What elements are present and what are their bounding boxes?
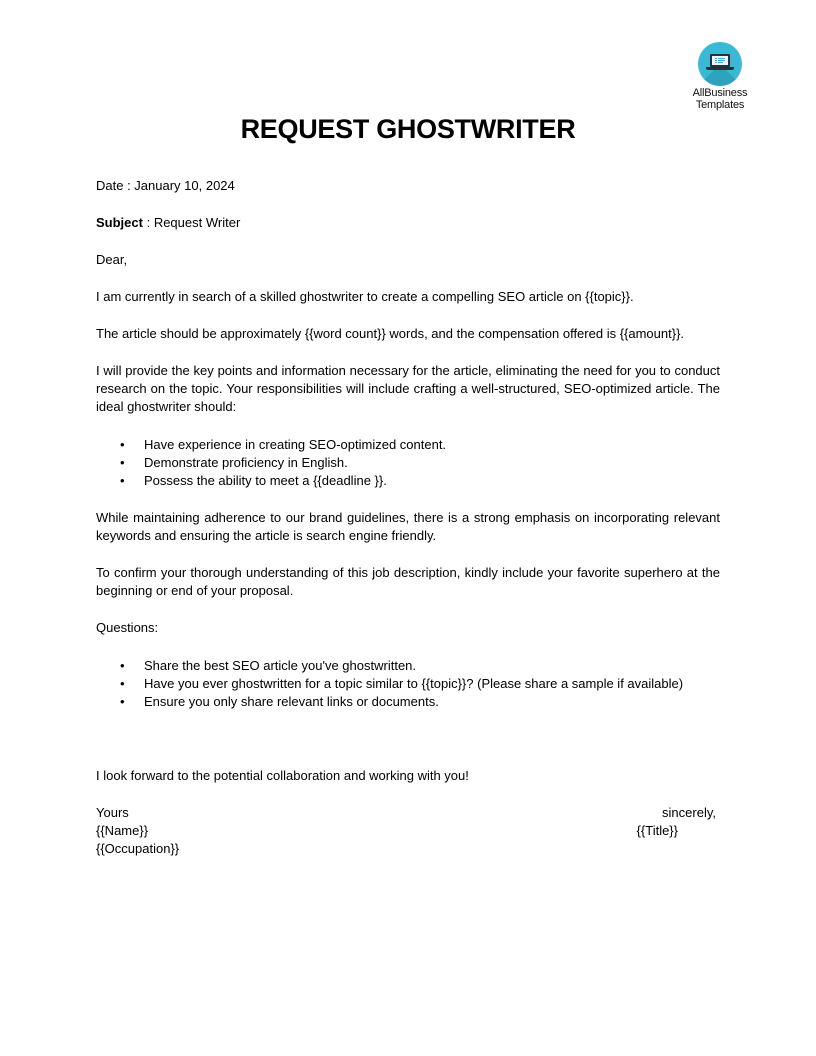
list-item [96,472,720,490]
list-item-text: Have you ever ghostwritten for a topic similar to {{topic}}? (Please share a sample if available) [144,676,684,691]
paragraph-responsibilities: I will provide the key points and information necessary for the article, eliminating the need for you to conduct research on the topic. Your responsibilities will include crafting a well-structured, SEO-optimized article. The ideal ghostwriter should: [96,363,720,414]
subject-separator: : [142,215,154,230]
allbusiness-templates-logo [684,42,756,111]
list-item-text: Ensure you only share relevant links or documents. [144,694,439,709]
signature-name: {{Name}} [96,823,149,838]
salutation: Dear, [96,252,128,267]
date-value: January 10, 2024 [134,178,235,193]
bullet-icon: • [120,473,125,488]
list-item [96,693,720,711]
paragraph-superhero: To confirm your thorough understanding of this job description, kindly include your favorite superhero at the beginning or end of your proposal. [96,565,720,598]
signature-sincerely: sincerely, [662,805,716,820]
bullet-icon: • [120,694,125,709]
signature-occupation: {{Occupation}} [96,841,180,856]
signature-closing-row [96,804,720,822]
document-title: REQUEST GHOSTWRITER [240,114,576,144]
date-label: Date : [96,178,135,193]
logo-text-line1: AllBusiness [692,87,748,99]
subject-label: Subject [96,215,143,230]
bullet-icon: • [120,676,125,691]
questions-list [96,657,720,711]
paragraph-intro: I am currently in search of a skilled ghostwriter to create a compelling SEO article on {{topic}}. [96,289,634,304]
requirements-list [96,436,720,490]
date-line [96,177,720,195]
signature-occupation-row [96,840,720,858]
signature-title: {{Title}} [636,823,678,838]
paragraph-brand-guidelines: While maintaining adherence to our brand guidelines, there is a strong emphasis on incorporating relevant keywords and ensuring the article is search engine friendly. [96,510,720,543]
logo-text-line2: Templates [695,99,745,111]
list-item-text: Demonstrate proficiency in English. [144,455,348,470]
paragraph-word-count: The article should be approximately {{word count}} words, and the compensation offered is {{amount}}. [96,326,685,341]
list-item [96,657,720,675]
list-item [96,436,720,454]
questions-heading: Questions: [96,620,159,635]
list-item-text: Possess the ability to meet a {{deadline }}. [144,473,387,488]
subject-value: Request Writer [153,215,241,230]
signature-yours: Yours [96,805,129,820]
bullet-icon: • [120,455,125,470]
list-item-text: Share the best SEO article you've ghostwritten. [144,658,417,673]
list-item-text: Have experience in creating SEO-optimized content. [144,437,447,452]
bullet-icon: • [120,437,125,452]
subject-line [96,214,720,232]
bullet-icon: • [120,658,125,673]
laptop-icon [698,42,742,86]
list-item [96,454,720,472]
list-item [96,675,720,693]
signature-name-row [96,822,720,840]
closing-line: I look forward to the potential collaboration and working with you! [96,768,469,783]
